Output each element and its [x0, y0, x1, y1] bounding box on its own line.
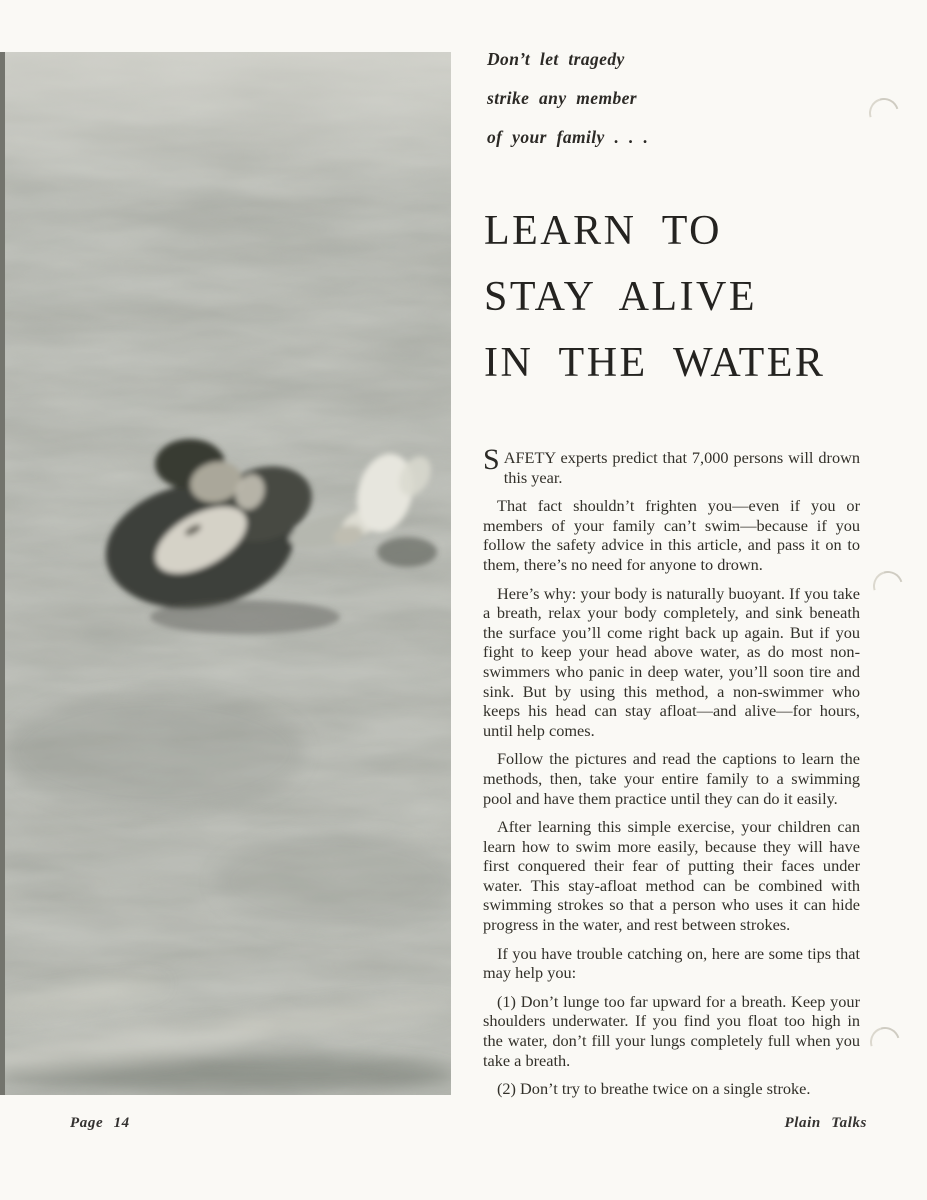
lead-paragraph [483, 443, 860, 487]
tip-paragraph-2: (2) Don’t try to breathe twice on a single stroke. [497, 1079, 811, 1099]
kicker-line: of your family . . . [487, 127, 649, 147]
page-number: Page 14 [70, 1115, 130, 1131]
kicker [487, 50, 648, 167]
tip-paragraph-1: (1) Don’t lunge too far upward for a breath. Keep your shoulders underwater. If you find you float too high in the water, don’t fill your lungs completely full when you take a breath. [483, 991, 860, 1070]
lead-text: AFETY experts predict that 7,000 persons will drown this year. [503, 448, 860, 487]
kicker-line: Don’t let tragedy [487, 49, 625, 69]
headline-line: STAY ALIVE [484, 274, 758, 320]
body-paragraph: Here’s why: your body is naturally buoyant. If you take a breath, relax your body completely, and sink beneath the surface you’ll come right back up again. But if you fight to keep your head above water, as do most non-swimmers who panic in deep water, you’ll soon tire and sink. But by using this method, a non-swimmer who keeps his head can stay afloat—and alive—for hours, until help comes. [483, 583, 860, 740]
water-photo [5, 52, 451, 1095]
kicker-line: strike any member [487, 88, 637, 108]
water-photo-svg [5, 52, 451, 1095]
punch-hole-top [864, 93, 905, 134]
body-paragraph: After learning this simple exercise, your children can learn how to swim more easily, because they will have first conquered their fear of putting their faces under water. This stay-afloat method can be combined with swimming strokes so that a person who uses it can hide progress in the water, and rest between strokes. [483, 817, 860, 935]
publication-name: Plain Talks [784, 1115, 867, 1131]
body-paragraph: That fact shouldn’t frighten you—even if you or members of your family can’t swim—because if you follow the safety advice in this article, and pass it on to them, there’s no need for anyone to drown. [483, 496, 860, 574]
headline-line: IN THE WATER [484, 340, 826, 386]
headline-line: LEARN TO [484, 208, 722, 254]
body-paragraph: Follow the pictures and read the captions to learn the methods, then, take your entire family to a swimming pool and have them practice until they can do it easily. [483, 749, 860, 808]
page-title [484, 198, 825, 396]
punch-hole-middle [868, 566, 909, 607]
article-body [483, 443, 860, 1108]
lead-initial-cap: S [483, 443, 500, 476]
body-paragraph: If you have trouble catching on, here are some tips that may help you: [483, 943, 860, 983]
punch-hole-bottom [865, 1022, 906, 1063]
